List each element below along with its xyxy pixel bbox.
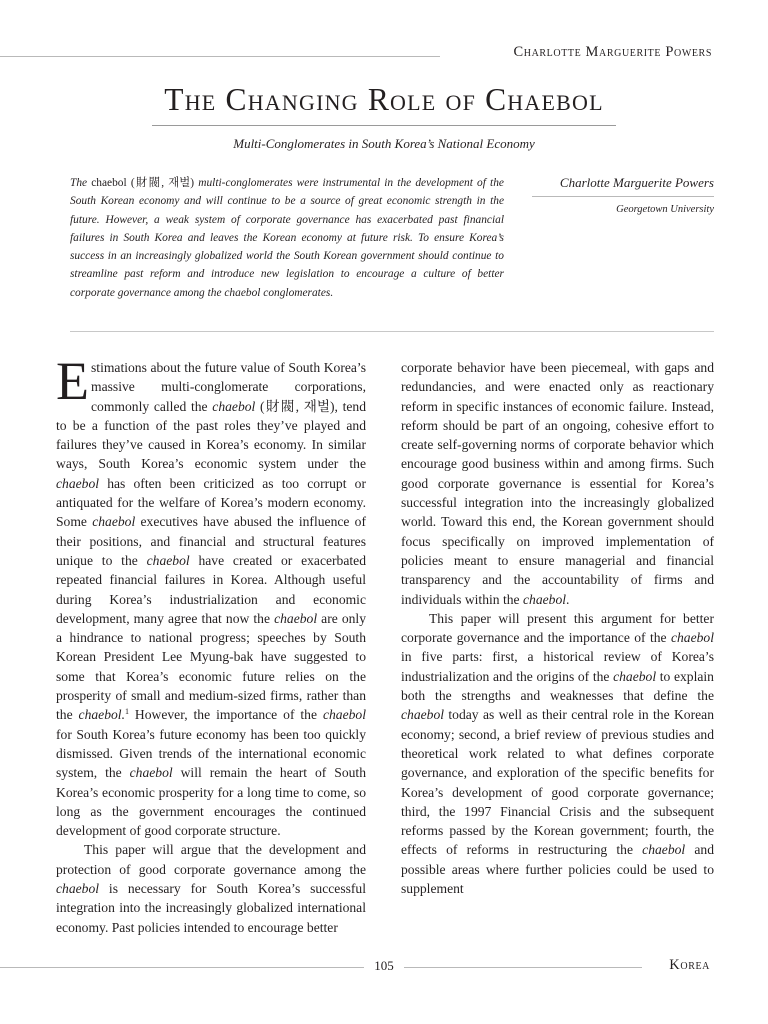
body-text: globalized [657,495,714,511]
body-text: and possible areas where further policies could be used to supplement [401,842,714,897]
body-text: meant [453,552,498,568]
body-text: should [443,417,485,433]
abstract-term: chaebol (財閥, 재벌) [91,177,195,189]
body-text: firms [653,572,695,588]
body-text: successful [401,495,465,511]
body-text: redundancies, [401,379,486,395]
body-text: corporate [573,437,630,453]
footnote-ref[interactable]: 1 [124,707,129,717]
term-chaebol: chaebol [670,630,714,646]
body-text: of [558,437,574,453]
term-chaebol: chaebol [522,591,567,607]
body-text: (財閥, 재벌), tend to be a function of the past roles they’ve played and failures they’ve caused in Korea’s economy. In similar ways, South Korea’s economic system under the [56,398,366,472]
body-text: encourage [401,456,462,472]
body-text: behavior [457,360,511,375]
body-text: in five parts: first, a historical review of Korea’s industrialization and the origins of the [401,649,714,684]
body-text: norms [520,437,559,453]
body-text: among [608,456,650,472]
body-text: enacted [549,379,600,395]
page-number: 105 [374,958,394,973]
body-text: which [680,437,714,453]
body-text: failure. [628,398,672,414]
body-text: into [530,495,560,511]
term-chaebol: chaebol [212,398,256,414]
body-text: self-governing [437,437,521,453]
body-text: the [513,572,543,588]
body-text: for [646,475,672,491]
body-text: as [632,379,653,395]
body-text: has often been criticized as too corrupt or antiquated for the welfare of Korea’s modern economy. Some [56,475,366,530]
title-rule [152,125,616,126]
body-text: effort [668,417,704,433]
body-text: be [484,417,503,433]
body-text: government [607,514,678,530]
body-text: and [636,552,667,568]
body-column-right [401,358,714,898]
body-text: This paper will argue that the development and protection of good corporate governance among the [56,842,366,877]
body-paragraph-2-continued [401,358,714,609]
body-text: gaps [664,360,695,375]
body-text: essential [589,475,647,491]
header-rule [0,56,440,57]
body-text: and [583,456,609,472]
body-text: corporate [437,475,499,491]
term-chaebol: chaebol [613,668,657,684]
term-chaebol: chaebol [56,881,100,897]
body-text: the [540,514,563,530]
body-text: to [703,417,714,433]
body-text: of [556,398,572,414]
body-text: good [461,456,494,472]
body-text: However, the importance of the [128,707,323,723]
running-foot: Korea [669,957,710,973]
term-chaebol: chaebol [642,842,686,858]
body-text: of [528,417,545,433]
body-text: and [694,360,715,375]
body-text: implementation [605,533,703,549]
body-text: Korea’s [671,475,714,491]
body-text: were [513,379,549,395]
term-chaebol: chaebol [322,707,366,723]
article-subtitle: Multi-Conglomerates in South Korea’s National Economy [233,136,535,151]
author-affiliation: Georgetown University [616,204,714,215]
abstract [70,174,504,302]
body-text: executives have abused the influence of their positions, and financial and structural features unique to the [56,514,366,568]
body-text: governance [498,475,572,491]
body-text: specific [456,398,503,414]
author-name: Charlotte Marguerite Powers [559,175,714,190]
abstract-rule [70,331,714,332]
body-text: financial [666,552,714,568]
body-text: firms. [649,456,687,472]
body-text: and [694,572,715,588]
term-chaebol: chaebol [92,514,136,530]
body-text: ongoing, [562,417,616,433]
term-chaebol: chaebol [274,610,318,626]
body-paragraph-3 [401,609,714,898]
body-text: piecemeal, [571,360,636,375]
body-text: and [482,572,514,588]
body-text: transparency [401,572,483,588]
body-text: focus [401,533,443,549]
body-text: reform [401,417,444,433]
abstract-lead: The [70,177,88,189]
body-text: increasingly [583,495,658,511]
body-text: reform [401,398,442,414]
term-chaebol: chaebol [401,707,445,723]
body-text: will remain the heart of South Korea’s economic prosperity for a long time to come, so long as the government encourages the continued development of good corporate structure. [56,765,366,839]
body-text: stimations about the future value of South Korea’s massive multi-conglomerate corporations, commonly called the [91,360,366,414]
body-text: within [464,591,503,607]
article-title: The Changing Role of Chaebol [164,82,604,117]
body-text: to explain both the strengths and weaknesses that define the [401,668,714,704]
body-text: is [571,475,590,491]
body-text: to [497,552,519,568]
body-text: Toward [441,514,488,530]
running-head: Charlotte Marguerite Powers [513,44,712,60]
body-text: corporate [401,360,458,375]
body-paragraph-2 [56,840,366,936]
body-text: of [702,533,715,549]
body-text: world. [401,514,442,530]
body-text: in [441,398,457,414]
body-text: the [559,495,584,511]
body-text: business [493,456,545,472]
body-text: behavior [629,437,681,453]
abstract-text: multi-conglomerates were instrumental in the development of the South Korean economy and will continue to be a source of great economic strength in the future. However, a weak system of corporate governance has exacerbated past financial failures in South Korea and leaves the Korean economy at future risk. To ensure Korea’s success in an increasingly globalized world the South Korean government should continue to streamline past reform and introduce new legislation to encourage a culture of better corporate governance among the chaebol conglomerates. [70,177,504,299]
body-text: individuals [401,591,465,607]
body-paragraph-1 [56,351,367,840]
body-text: have [510,360,541,375]
body-text: managerial [565,552,637,568]
body-text: within [544,456,584,472]
body-text: ensure [519,552,566,568]
footer-rule-left [0,967,364,968]
body-text: are only a hindrance to national progress; speeches by South Korean President Lee Myung-bak have suggested to some that Korea’s economic future relies on the prosperity of small and medium-sized firms, rather than the [56,610,367,723]
body-text: this [487,514,513,530]
body-text: specifically [442,533,517,549]
body-text: been [540,360,572,375]
body-text: should [677,514,715,530]
body-text: Korean [562,514,608,530]
body-text: today as well as their central role in the Korean economy; second, a brief review of previous studies and theoretical work related to what defines corporate governance, and exploration of the specific benefits for Korea’s development of good corporate governance; third, the 1997 Financial Crisis and the subsequent reforms passed by the Korean government; fourth, the effects of reforms in restructuring the [401,707,714,858]
author-block [532,175,714,215]
author-rule [532,196,714,197]
body-text: . [566,591,570,607]
body-text: for South Korea’s future economy has been too quickly dismissed. Given trends of the international economic system, the [56,726,366,781]
body-text: This paper will present this argument for better corporate governance and the importance of the [401,610,714,646]
body-text: reactionary [652,379,714,395]
body-text: improved [541,533,606,549]
body-text: have created or exacerbated repeated financial failures in Korea. Although useful during Korea’s industrialization and economic development, many agree that now the [56,552,366,626]
body-text: accountability [542,572,631,588]
body-text: only [599,379,633,395]
body-text: instances [502,398,557,414]
footer-rule-right [404,967,642,968]
body-text: of [630,572,654,588]
body-text: policies [401,552,454,568]
term-chaebol: chaebol [129,765,173,781]
drop-cap: E [56,351,89,411]
body-text: part [502,417,529,433]
body-text: economic [571,398,629,414]
body-text: on [516,533,542,549]
term-chaebol: chaebol [146,552,190,568]
body-text: an [544,417,563,433]
body-text: integration [464,495,531,511]
body-text: create [401,437,438,453]
body-text: end, [512,514,541,530]
body-text: good [401,475,438,491]
body-text: cohesive [615,417,669,433]
body-text: and [485,379,514,395]
body-text: Instead, [671,398,714,414]
term-chaebol: chaebol [56,475,100,491]
body-text: Such [686,456,714,472]
term-chaebol: chaebol. [78,707,125,723]
body-column-left [56,351,367,937]
body-text: with [635,360,665,375]
body-text: the [502,591,523,607]
body-text: is necessary for South Korea’s successful integration into the increasingly globalized international economy. Past policies intended to encourage better [56,881,366,935]
